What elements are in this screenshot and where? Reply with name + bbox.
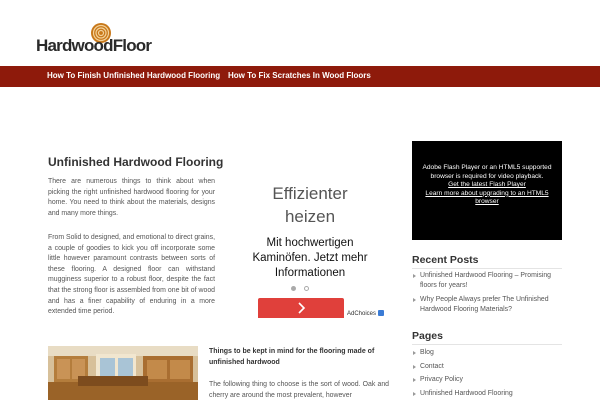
logo-text: HardwoodFloor bbox=[36, 36, 152, 55]
adchoices-icon bbox=[378, 310, 384, 316]
nav-item-fix-scratches[interactable]: How To Fix Scratches In Wood Floors bbox=[228, 71, 371, 80]
pages-list bbox=[412, 348, 562, 400]
kitchen-floor-photo bbox=[48, 346, 198, 400]
carousel-dot[interactable] bbox=[304, 286, 309, 291]
divider bbox=[412, 344, 562, 345]
flash-player-link[interactable]: Get the latest Flash Player bbox=[448, 181, 526, 189]
chevron-right-icon bbox=[296, 301, 306, 315]
article-paragraph: The following thing to choose is the sort of wood. Oak and cherry are around the most prevalent, however bbox=[209, 381, 389, 399]
recent-posts-list bbox=[412, 271, 562, 319]
article-paragraph: From Solid to designed, and emotional to direct grains, a couple of goodies to kick you off incorporate some little however paramount contrasts between sorts of these flooring. A designed floor can withstand mugginess superior to a robust floor, despite the fact that the strong floor is assembled from one bit of wood and has a finer capability of enduring in a more extended time period. bbox=[48, 234, 215, 316]
recent-posts-title: Recent Posts bbox=[412, 254, 479, 266]
adchoices-link[interactable] bbox=[347, 310, 384, 317]
video-player[interactable] bbox=[412, 141, 562, 240]
site-header bbox=[0, 0, 600, 66]
page-link-privacy[interactable]: Privacy Policy bbox=[412, 375, 562, 385]
ad-banner[interactable] bbox=[230, 175, 410, 318]
page-link-blog[interactable]: Blog bbox=[412, 348, 562, 358]
ad-headline: Effizienter heizen bbox=[272, 184, 348, 226]
carousel-dot-active[interactable] bbox=[291, 286, 296, 291]
article-subheading: Things to be kept in mind for the flooring made of unfinished hardwood bbox=[209, 348, 375, 366]
article-title: Unfinished Hardwood Flooring bbox=[48, 155, 224, 169]
article-paragraph: There are numerous things to think about when picking the right unfinished hardwood flooring for your home. You need to think about the materials, designs and many more things. bbox=[48, 178, 215, 217]
flash-message-box bbox=[412, 164, 562, 207]
html5-upgrade-link[interactable]: Learn more about upgrading to an HTML5 browser bbox=[425, 189, 549, 206]
site-logo[interactable] bbox=[36, 22, 152, 56]
recent-post-link[interactable]: Unfinished Hardwood Flooring – Promising floors for years! bbox=[412, 271, 562, 291]
kitchen-photo-illustration bbox=[48, 346, 198, 400]
page-link-unfinished-flooring[interactable]: Unfinished Hardwood Flooring bbox=[412, 389, 562, 399]
main-nav bbox=[0, 66, 600, 87]
recent-post-link[interactable]: Why People Always prefer The Unfinished Hardwood Flooring Materials? bbox=[412, 295, 562, 315]
adchoices-label: AdChoices bbox=[347, 311, 377, 317]
nav-item-finish-flooring[interactable]: How To Finish Unfinished Hardwood Flooring bbox=[47, 71, 221, 80]
flash-message: Adobe Flash Player or an HTML5 supported browser is required for video playback. bbox=[422, 164, 552, 180]
ad-cta-button[interactable] bbox=[258, 298, 344, 318]
divider bbox=[412, 268, 562, 269]
page-link-contact[interactable]: Contact bbox=[412, 362, 562, 372]
ad-carousel-dots bbox=[291, 286, 311, 292]
pages-title: Pages bbox=[412, 330, 443, 342]
ad-subtext: Mit hochwertigen Kaminöfen. Jetzt mehr Informationen bbox=[252, 237, 368, 279]
